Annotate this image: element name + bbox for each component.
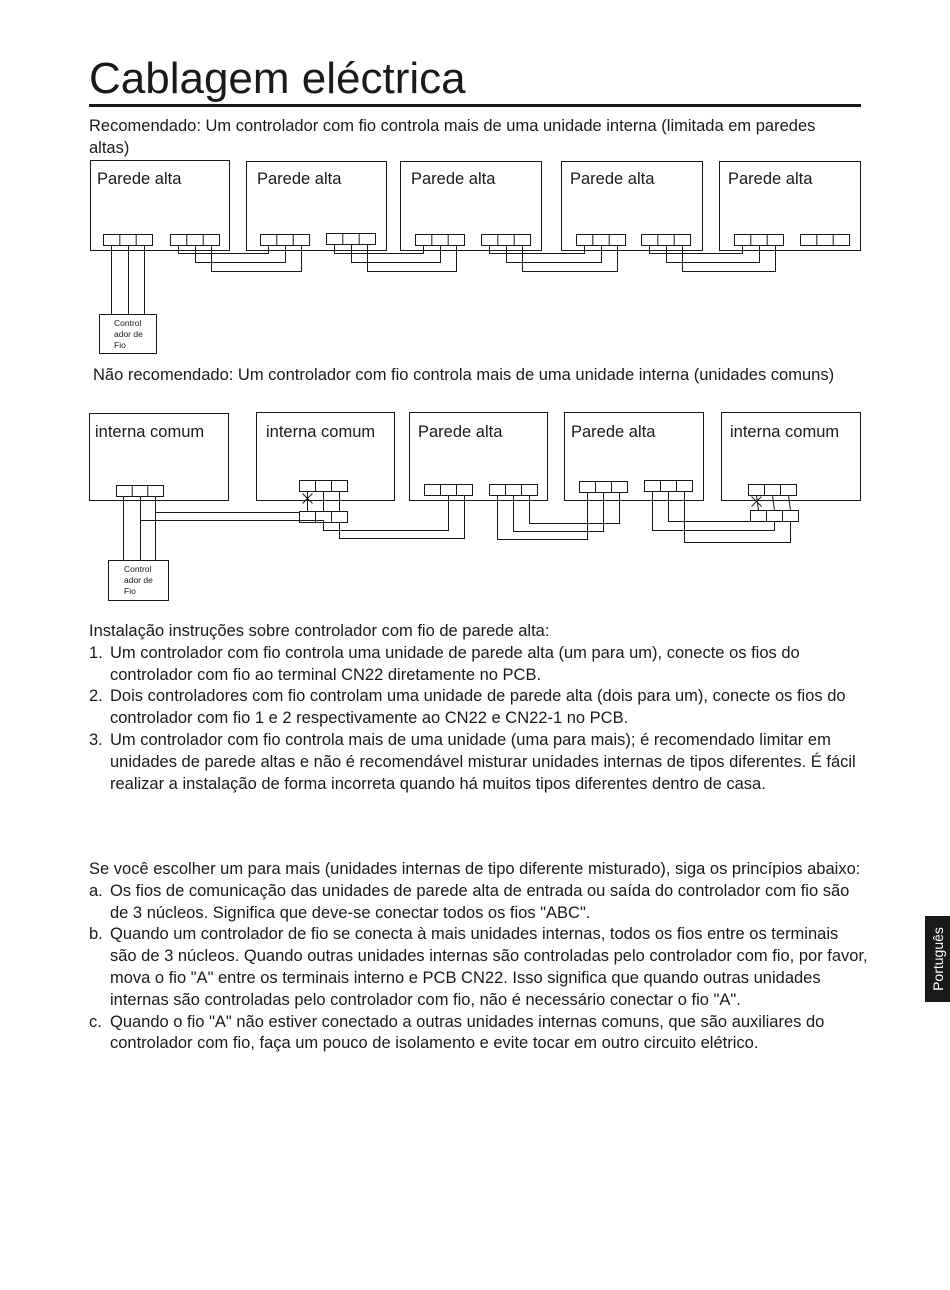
unit-label: interna comum [730, 423, 840, 441]
controller-label: Control [114, 318, 142, 328]
diagram2-caption: Não recomendado: Um controlador com fio controla mais de uma unidade interna (unidades comuns) [93, 366, 835, 384]
diagram-not-recommended [0, 400, 950, 610]
list-marker: a. [89, 881, 103, 900]
list-item-text: Quando um controlador de fio se conecta à mais unidades internas, todos os fios entre os terminais são de 3 núcleos. Quando outras unidades internas são controladas pelo controlador com fio, por favor, mova o fio "A" entre os terminais interno e PCB CN22. Isso significa que quando outras unidades internas são controladas pelo controlador com fio, não é necessário conectar o fio "A". [110, 925, 868, 1009]
terminal-block [801, 235, 850, 246]
installation-instructions [89, 621, 869, 795]
controller-label: Fio [124, 586, 136, 596]
list-item [89, 881, 869, 925]
unit-label: Parede alta [571, 423, 656, 441]
list-marker: 2. [89, 687, 103, 706]
diagram1-caption: Recomendado: Um controlador com fio controla mais de uma unidade interna (limitada em paredes altas) [89, 117, 816, 157]
terminal-block [416, 235, 465, 246]
controller-label: Fio [114, 340, 126, 350]
list-item-text: Quando o fio "A" não estiver conectado a outras unidades internas comuns, que são auxiliares do controlador com fio, faça um pouco de isolamento e evite tocar em outro circuito elétrico. [110, 1012, 825, 1053]
principles-intro: Se você escolher um para mais (unidades internas de tipo diferente misturado), siga os princípios abaixo: [89, 860, 861, 878]
terminal-block [327, 234, 376, 245]
list-item-text: Os fios de comunicação das unidades de parede alta de entrada ou saída do controlador com fio são de 3 núcleos. Significa que deve-se conectar todos os fios "ABC". [110, 881, 850, 922]
list-item [89, 643, 869, 687]
principles-list [89, 881, 869, 1055]
list-item [89, 730, 869, 795]
terminal-block [117, 486, 164, 497]
terminal-block [300, 481, 348, 492]
controller-label: ador de [124, 575, 153, 585]
instructions-heading: Instalação instruções sobre controlador com fio de parede alta: [89, 622, 550, 640]
language-tab [925, 916, 950, 1002]
terminal-block [749, 485, 797, 496]
terminal-block [104, 235, 153, 246]
terminal-block [490, 485, 538, 496]
terminal-block [482, 235, 531, 246]
list-marker: 3. [89, 730, 103, 749]
list-marker: b. [89, 925, 103, 944]
terminal-block [577, 235, 626, 246]
terminal-block [735, 235, 784, 246]
terminal-block [751, 511, 799, 522]
list-item-text: Um controlador com fio controla uma unidade de parede alta (um para um), conecte os fios do controlador com fio ao terminal CN22 diretamente no PCB. [110, 643, 800, 684]
unit-label: Parede alta [418, 423, 503, 441]
terminal-block [642, 235, 691, 246]
list-item-text: Dois controladores com fio controlam uma unidade de parede alta (dois para um), conecte os fios do controlador com fio 1 e 2 respectivamente ao CN22 e CN22-1 no PCB. [110, 687, 846, 728]
unit-label: interna comum [266, 423, 376, 441]
list-marker: c. [89, 1012, 102, 1031]
list-marker: 1. [89, 643, 103, 662]
diagram-recommended [0, 0, 950, 360]
list-item-text: Um controlador com fio controla mais de uma unidade (uma para mais); é recomendado limitar em unidades de parede altas e não é recomendável misturar unidades internas de tipos diferentes. É fácil realizar a instalação de forma incorreta quando há muitos tipos diferentes dentro de casa. [110, 730, 856, 793]
unit-label: Parede alta [728, 170, 813, 188]
terminal-block [171, 235, 220, 246]
terminal-block [425, 485, 473, 496]
unit-label: Parede alta [257, 170, 342, 188]
principles-section [89, 859, 869, 1055]
terminal-block [580, 482, 628, 493]
unit-label: Parede alta [411, 170, 496, 188]
unit-label: interna comum [95, 423, 205, 441]
unit-label: Parede alta [97, 170, 182, 188]
page-title: Cablagem eléctrica [89, 54, 466, 103]
list-item [89, 1012, 869, 1056]
instructions-list [89, 643, 869, 796]
list-item [89, 924, 869, 1011]
controller-label: ador de [114, 329, 143, 339]
unit-label: Parede alta [570, 170, 655, 188]
controller-label: Control [124, 564, 152, 574]
terminal-block [645, 481, 693, 492]
language-tab-label: Português [929, 927, 946, 991]
terminal-block [261, 235, 310, 246]
list-item [89, 686, 869, 730]
